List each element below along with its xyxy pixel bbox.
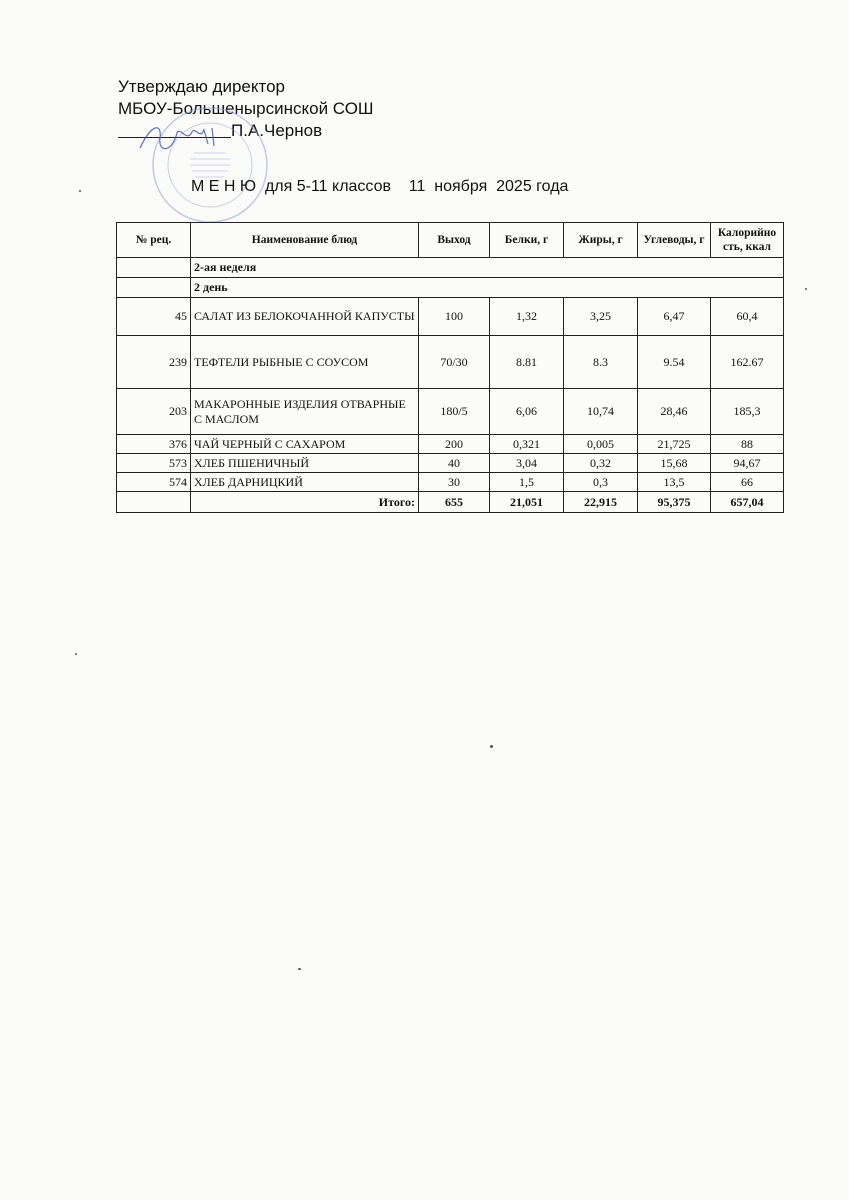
dish-proteins: 0,321 — [490, 435, 564, 454]
total-row — [117, 492, 784, 513]
signer-name: П.А.Чернов — [231, 121, 323, 140]
col-header-output: Выход — [419, 223, 490, 258]
total-label: Итого: — [191, 492, 419, 513]
dish-proteins: 1,5 — [490, 473, 564, 492]
table-row — [117, 454, 784, 473]
col-header-name: Наименование блюд — [191, 223, 419, 258]
dish-carbs: 9.54 — [638, 336, 711, 389]
rec-number: 573 — [117, 454, 191, 473]
dish-name: ХЛЕБ ДАРНИЦКИЙ — [191, 473, 419, 492]
scan-speck — [490, 745, 493, 748]
table-row — [117, 389, 784, 435]
scan-speck — [75, 653, 77, 655]
total-proteins: 21,051 — [490, 492, 564, 513]
dish-fats: 8.3 — [564, 336, 638, 389]
dish-carbs: 15,68 — [638, 454, 711, 473]
dish-kcal: 185,3 — [711, 389, 784, 435]
dish-carbs: 6,47 — [638, 298, 711, 336]
dish-output: 100 — [419, 298, 490, 336]
rec-number: 376 — [117, 435, 191, 454]
menu-table — [116, 222, 784, 513]
dish-name: ТЕФТЕЛИ РЫБНЫЕ С СОУСОМ — [191, 336, 419, 389]
total-fats: 22,915 — [564, 492, 638, 513]
dish-output: 40 — [419, 454, 490, 473]
dish-kcal: 66 — [711, 473, 784, 492]
table-row — [117, 298, 784, 336]
rec-number: 239 — [117, 336, 191, 389]
scan-speck — [298, 968, 301, 970]
scan-speck — [79, 190, 81, 192]
col-header-proteins: Белки, г — [490, 223, 564, 258]
total-row-empty-cell — [117, 492, 191, 513]
dish-kcal: 88 — [711, 435, 784, 454]
dish-output: 180/5 — [419, 389, 490, 435]
dish-kcal: 162.67 — [711, 336, 784, 389]
col-header-rec: № рец. — [117, 223, 191, 258]
school-name: МБОУ-Большенырсинской СОШ — [118, 99, 374, 118]
dish-name: САЛАТ ИЗ БЕЛОКОЧАННОЙ КАПУСТЫ — [191, 298, 419, 336]
scan-speck — [805, 288, 807, 290]
dish-carbs: 13,5 — [638, 473, 711, 492]
approval-title: Утверждаю директор — [118, 77, 286, 96]
dish-fats: 3,25 — [564, 298, 638, 336]
dish-proteins: 3,04 — [490, 454, 564, 473]
day-label: 2 день — [191, 278, 784, 298]
rec-number: 203 — [117, 389, 191, 435]
dish-carbs: 21,725 — [638, 435, 711, 454]
table-row — [117, 336, 784, 389]
dish-fats: 0,3 — [564, 473, 638, 492]
table-row — [117, 435, 784, 454]
dish-fats: 0,005 — [564, 435, 638, 454]
dish-kcal: 94,67 — [711, 454, 784, 473]
total-output: 655 — [419, 492, 490, 513]
dish-kcal: 60,4 — [711, 298, 784, 336]
dish-output: 70/30 — [419, 336, 490, 389]
rec-number: 45 — [117, 298, 191, 336]
day-row — [117, 278, 784, 298]
dish-fats: 0,32 — [564, 454, 638, 473]
table-header-row — [117, 223, 784, 258]
menu-title: М Е Н Ю для 5-11 классов 11 ноября 2025 года — [191, 178, 569, 195]
handwritten-signature — [132, 118, 232, 158]
dish-carbs: 28,46 — [638, 389, 711, 435]
week-row-empty-cell — [117, 258, 191, 278]
dish-name: МАКАРОННЫЕ ИЗДЕЛИЯ ОТВАРНЫЕ С МАСЛОМ — [191, 389, 419, 435]
total-carbs: 95,375 — [638, 492, 711, 513]
col-header-kcal: Калорийно сть, ккал — [711, 223, 784, 258]
rec-number: 574 — [117, 473, 191, 492]
day-row-empty-cell — [117, 278, 191, 298]
dish-name: ХЛЕБ ПШЕНИЧНЫЙ — [191, 454, 419, 473]
week-row — [117, 258, 784, 278]
col-header-fats: Жиры, г — [564, 223, 638, 258]
col-header-carbs: Углеводы, г — [638, 223, 711, 258]
dish-name: ЧАЙ ЧЕРНЫЙ С САХАРОМ — [191, 435, 419, 454]
dish-output: 30 — [419, 473, 490, 492]
total-kcal: 657,04 — [711, 492, 784, 513]
dish-proteins: 1,32 — [490, 298, 564, 336]
dish-proteins: 8.81 — [490, 336, 564, 389]
dish-output: 200 — [419, 435, 490, 454]
dish-fats: 10,74 — [564, 389, 638, 435]
week-label: 2-ая неделя — [191, 258, 784, 278]
dish-proteins: 6,06 — [490, 389, 564, 435]
table-row — [117, 473, 784, 492]
